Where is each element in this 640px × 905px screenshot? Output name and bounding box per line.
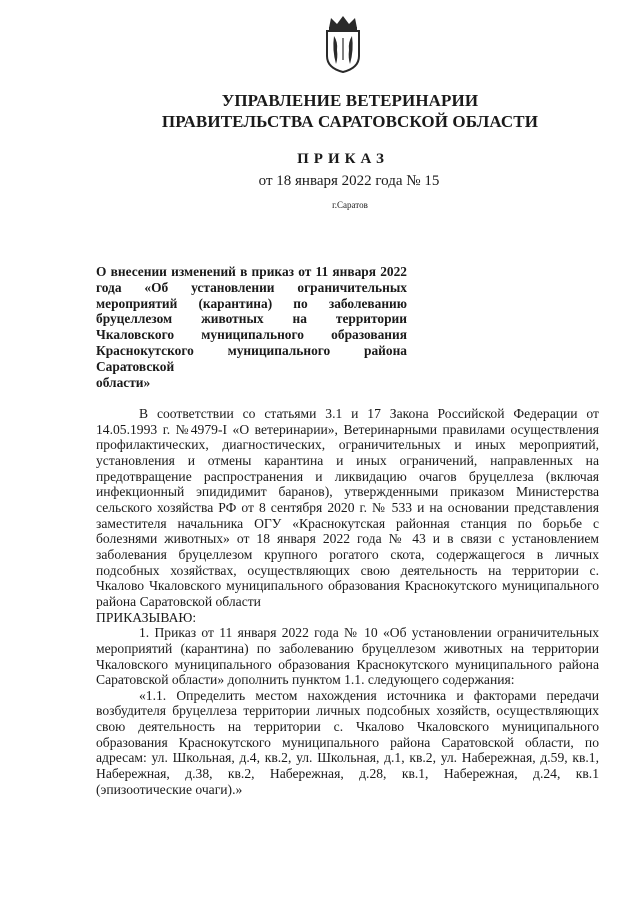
order-body (96, 406, 599, 797)
order-directive: ПРИКАЗЫВАЮ: (96, 609, 197, 625)
order-date-number: от 18 января 2022 года № 15 (258, 173, 440, 189)
clause-1-1-paragraph: «1.1. Определить местом нахождения источника и факторами передачи возбудителя бруцеллеза территории личных подсобных хозяйств, осуществляющих свою деятельность на территории с. Чкалово Чкаловского муниципального образования Краснокутского муниципального района Саратовской области, по адресам: ул. Школьная, д.4, кв.2, ул. Школьная, д.1, кв.2, ул. Набережная, д.59, кв.1, Набережная, д.38, кв.2, Набережная, д.28, кв.1, Набережная, д.24, кв.1 (эпизоотические очаги).» (96, 687, 599, 797)
order-subject-text: О внесении изменений в приказ от 11 января 2022 года «Об установлении ограничительных мероприятий (карантина) по заболеванию бруцеллезом животных на территории Чкаловского муниципального образования Краснокутского муниципального района Саратовской (96, 264, 407, 374)
order-subject (96, 264, 407, 390)
preamble-text: В соответствии со статьями 3.1 и 17 Закона Российской Федерации от 14.05.1993 г. №4979-I «О ветеринарии», Ветеринарными правилами осуществления профилактических, диагностических, ограничительных и иных мероприятий, установления и отмены карантина и иных ограничений, направленных на предотвращение распространения и ликвидацию очагов бруцеллеза (включая инфекционный эпидидимит баранов), утвержденными приказом Министерства сельского хозяйства РФ от 8 сентября 2020 г. № 533 и на основании представления заместителя начальника ОГУ «Краснокутская районная станция по борьбе с болезнями животных» от 18 января 2022 года № 43 и в связи с установлением заболевания бруцеллезом крупного рогатого скота, содержащегося в личных подсобных хозяйствах, осуществляющих свою деятельность на территории с. Чкалово Чкаловского муниципального образования Краснокутского муниципального района Саратовской области (96, 406, 599, 609)
order-city: г.Саратов (332, 200, 368, 210)
preamble-paragraph (96, 406, 599, 625)
clause-1-paragraph: 1. Приказ от 11 января 2022 года № 10 «Об установлении ограничительных мероприятий (карантина) по заболеванию бруцеллезом животных на территории Чкаловского муниципального образования Краснокутского муниципального района Саратовской области» дополнить пунктом 1.1. следующего содержания: (96, 625, 599, 688)
saratov-coat-of-arms-icon (321, 14, 365, 74)
document-title: ПРИКАЗ (297, 151, 389, 167)
organization-name (0, 90, 640, 132)
org-line-2: ПРАВИТЕЛЬСТВА САРАТОВСКОЙ ОБЛАСТИ (161, 112, 539, 131)
org-line-1: УПРАВЛЕНИЕ ВЕТЕРИНАРИИ (221, 91, 479, 110)
order-subject-last-line: области» (96, 374, 151, 390)
